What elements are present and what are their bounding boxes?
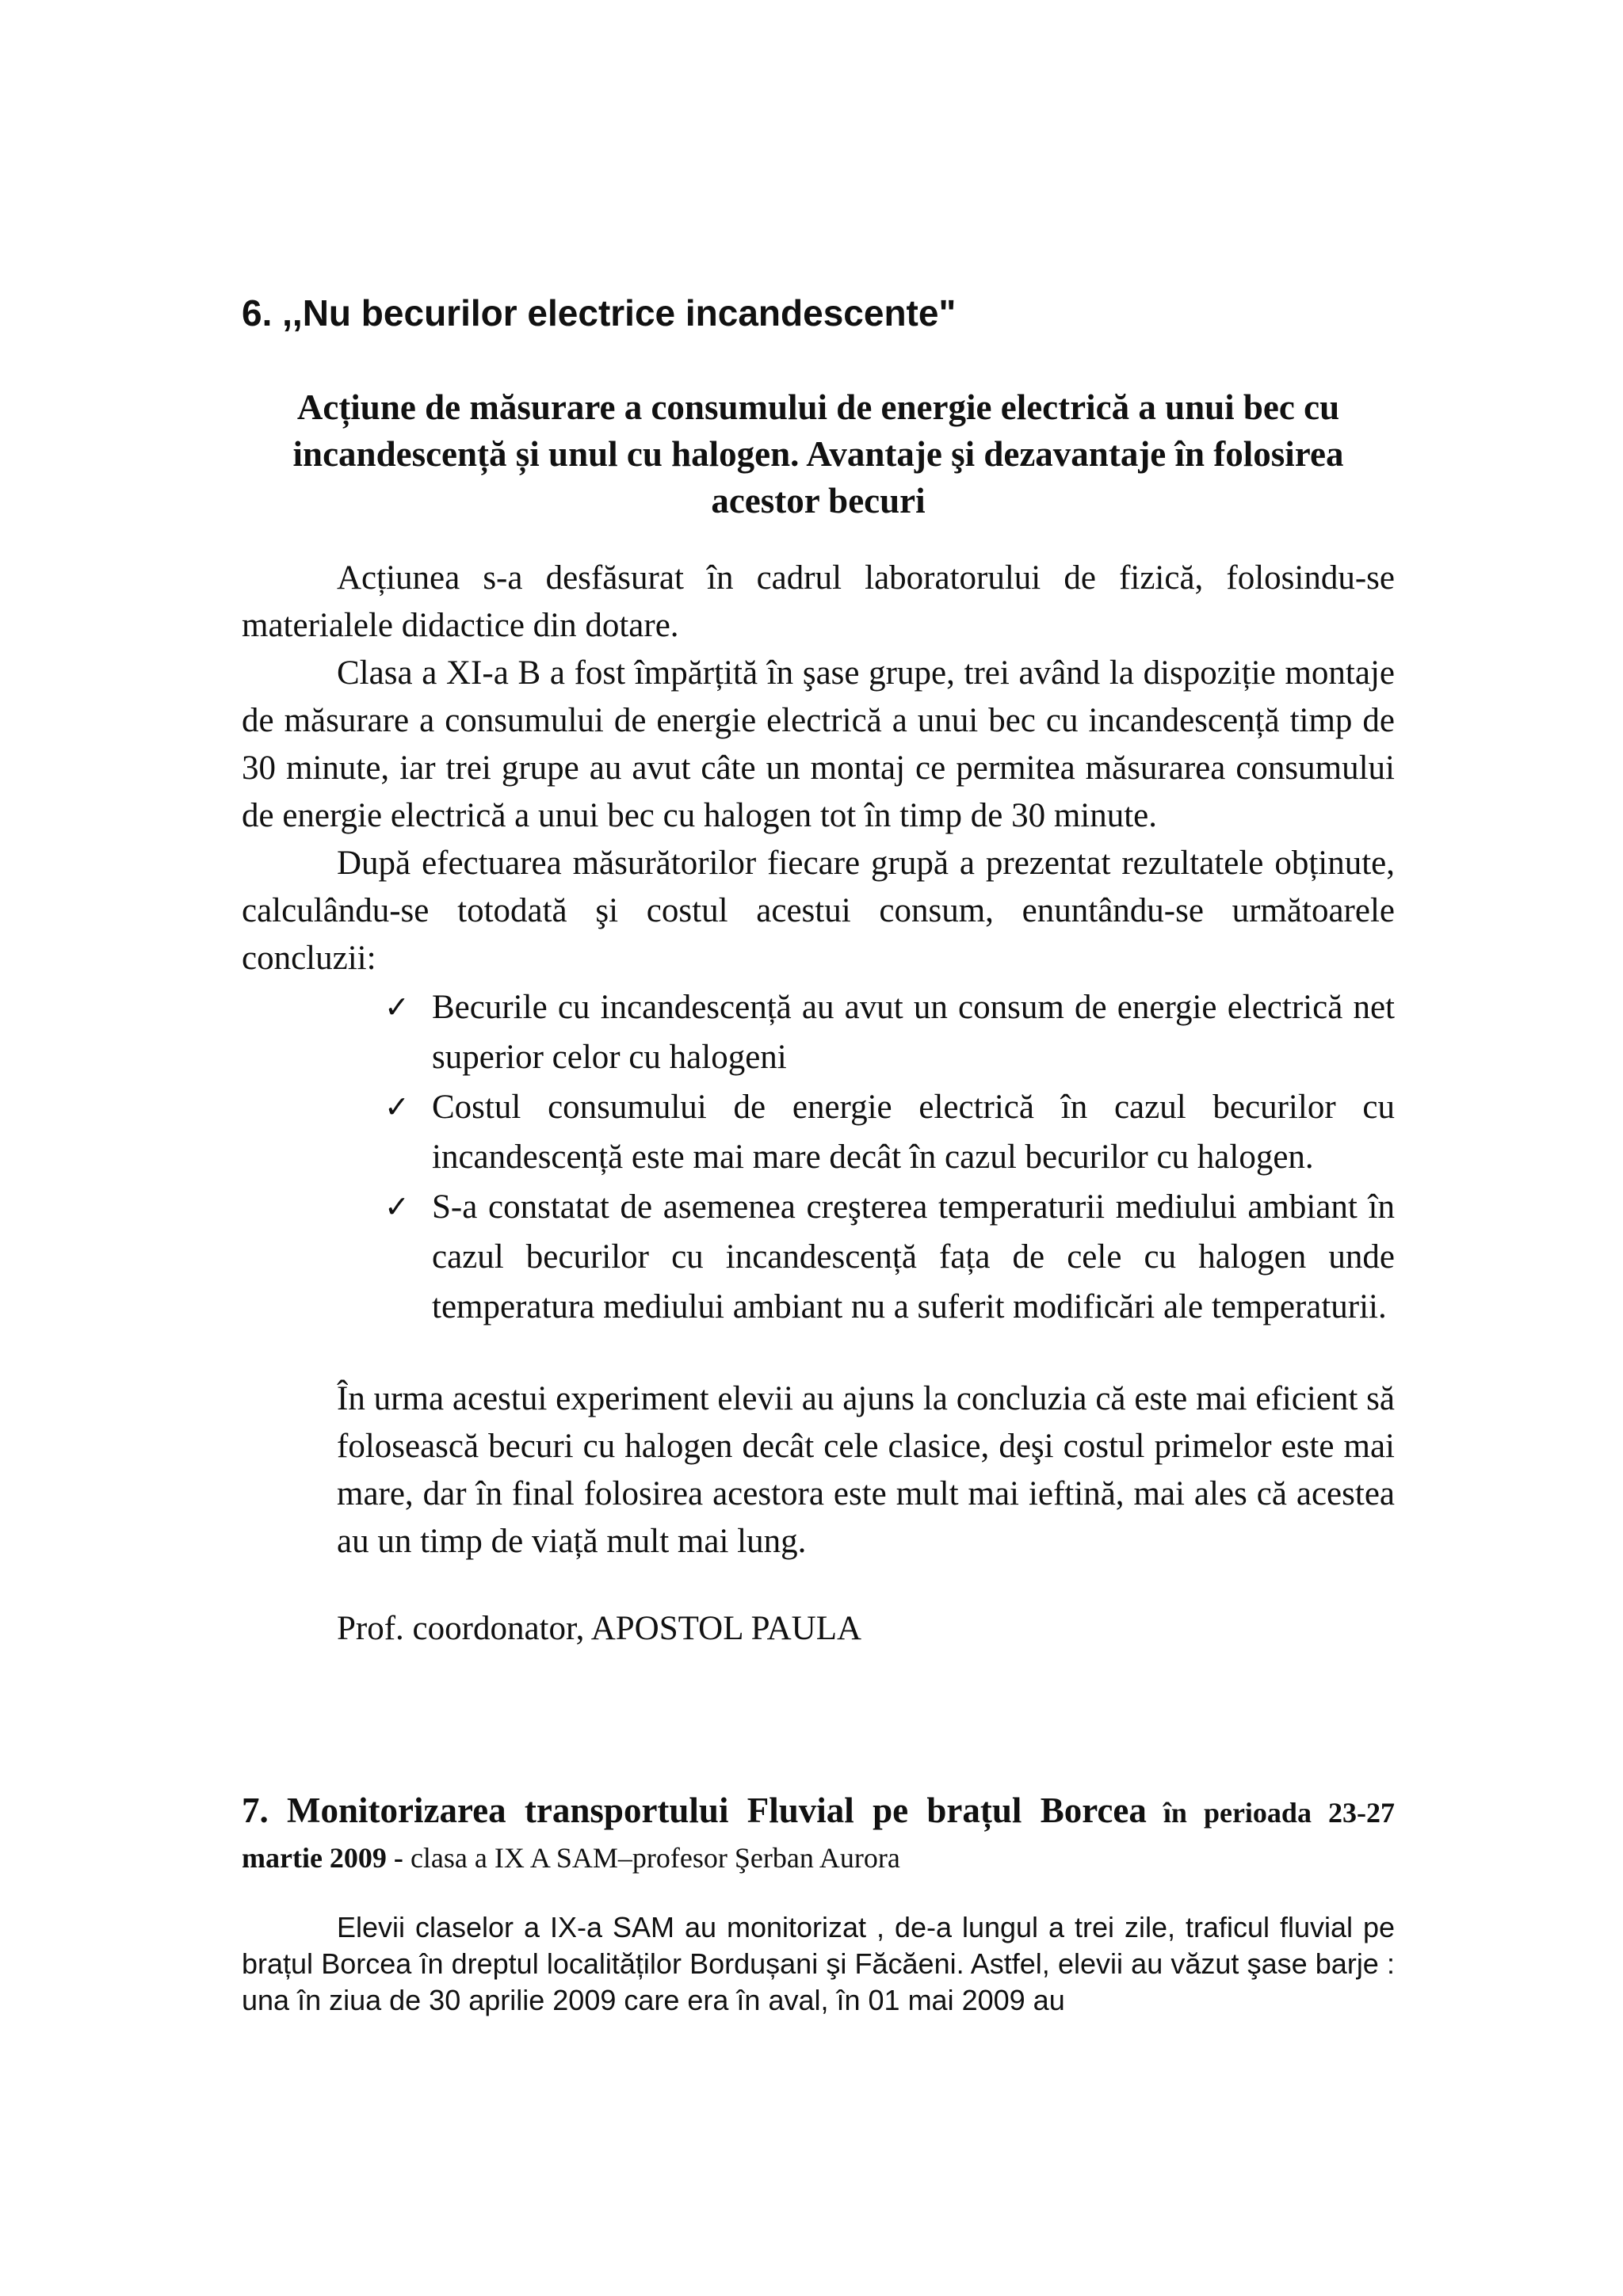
conclusion-text: Costul consumului de energie electrică în cazul becurilor cu incandescență este mai mare decât în cazul becurilor cu halogen. xyxy=(432,1089,1395,1176)
section-6-body xyxy=(242,555,1395,1653)
conclusion-item xyxy=(384,982,1395,1082)
final-paragraph: În urma acestui experiment elevii au ajuns la concluzia că este mai eficient să folosească becuri cu halogen decât cele clasice, deşi costul primelor este mai mare, dar în final folosirea acestora este mult mai ieftină, mai ales că acestea au un timp de viață mult mai lung. xyxy=(337,1380,1395,1560)
coordinator-signature: Prof. coordonator, APOSTOL PAULA xyxy=(337,1610,862,1647)
section-6-subtitle: Acțiune de măsurare a consumului de energie electrică a unui bec cu incandescență și unul cu halogen. Avantaje şi dezavantaje în folosirea acestor becuri xyxy=(292,387,1344,521)
section-7-title: 7. Monitorizarea transportului Fluvial pe brațul Borcea xyxy=(242,1791,1147,1830)
paragraph: După efectuarea măsurătorilor fiecare grupă a prezentat rezultatele obținute, calculându-se totodată şi costul acestui consum, enuntându-se următoarele concluzii: xyxy=(242,845,1395,977)
conclusion-item xyxy=(384,1182,1395,1332)
paragraph: Acțiunea s-a desfăsurat în cadrul laboratorului de fizică, folosindu-se materialele didactice din dotare. xyxy=(242,559,1395,644)
section-7-heading xyxy=(242,1789,1395,1879)
section-7-period: în perioada 23-27 martie 2009 - xyxy=(242,1797,1395,1874)
conclusion-text: Becurile cu incandescență au avut un consum de energie electrică net superior celor cu halogeni xyxy=(432,989,1395,1076)
checkmark-icon: ✓ xyxy=(384,1189,410,1224)
conclusion-item xyxy=(384,1082,1395,1182)
paragraph: Clasa a XI-a B a fost împărțită în şase grupe, trei având la dispoziție montaje de măsurare a consumului de energie electrică a unui bec cu incandescență timp de 30 minute, iar trei grupe au avut câte un montaj ce permitea măsurarea consumului de energie electrică a unui bec cu halogen tot în timp de 30 minute. xyxy=(242,654,1395,834)
section-7-paragraph: Elevii claselor a IX-a SAM au monitorizat , de-a lungul a trei zile, traficul fluvial pe brațul Borcea în dreptul localităților Bordușani şi Făcăeni. Astfel, elevii au văzut şase barje : una în ziua de 30 aprilie 2009 care era în aval, în 01 mai 2009 au xyxy=(242,1911,1395,2016)
conclusion-text: S-a constatat de asemenea creşterea temperaturii mediului ambiant în cazul becurilor cu incandescență fața de cele cu halogen unde temperatura mediului ambiant nu a suferit modificări ale temperaturii. xyxy=(432,1188,1395,1325)
conclusions-list xyxy=(242,982,1395,1332)
checkmark-icon: ✓ xyxy=(384,990,410,1024)
section-7-class: clasa a IX A SAM–profesor Şerban Aurora xyxy=(403,1842,900,1874)
checkmark-icon: ✓ xyxy=(384,1089,410,1124)
section-6-heading: 6. ,,Nu becurilor electrice incandescente" xyxy=(242,292,957,334)
